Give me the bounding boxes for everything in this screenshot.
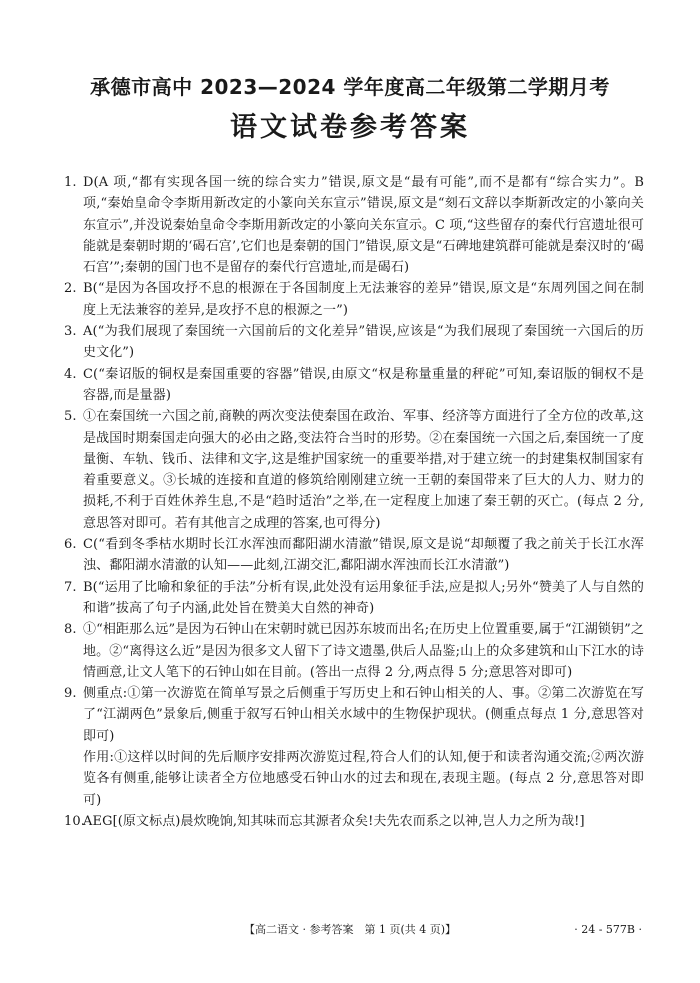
answer-item-7 xyxy=(64,577,644,620)
answer-text: C(“秦诏版的铜权是秦国重要的容器”错误,由原文“权是称量重量的秤砣”可知,秦诏版的铜权不是容器,而是量器) xyxy=(83,366,644,403)
answer-extra-text: 作用:①这样以时间的先后顺序安排两次游览过程,符合人们的认知,便于和读者沟通交流;②两次游览各有侧重,能够让读者全方位地感受石钟山水的过去和现在,表现主题。(每点 2 分,意思答对即可) xyxy=(83,750,644,808)
answer-text: B(“运用了比喻和象征的手法”分析有误,此处没有运用象征手法,应是拟人;另外“赞美了人与自然的和谐”拔高了句子内涵,此处旨在赞美大自然的神奇) xyxy=(83,579,644,616)
answer-number: 4. xyxy=(64,366,77,382)
footer-code: · 24 - 577B · xyxy=(574,923,642,936)
answer-item-3 xyxy=(64,321,644,364)
answer-text: C(“看到冬季枯水期时长江水浑浊而鄱阳湖水清澈”错误,原文是说“却颠覆了我之前关于长江水浑浊、鄱阳湖水清澈的认知——此刻,江湖交汇,鄱阳湖水浑浊而长江水清澈”) xyxy=(83,537,644,574)
answer-list xyxy=(64,172,644,832)
answer-text: ①“相距那么远”是因为石钟山在宋朝时就已因苏东坡而出名;在历史上位置重要,属于“江湖锁钥”之地。②“离得这么近”是因为很多文人留下了诗文遗墨,供后人品鉴;山上的众多建筑和山下江水的诗情画意,让文人笔下的石钟山如在目前。(答出一点得 2 分,两点得 5 分;意思答对即可) xyxy=(83,622,644,680)
footer-page-info: 【高二语文 · 参考答案 第 1 页(共 4 页)】 xyxy=(243,923,457,936)
answer-item-10 xyxy=(64,811,644,832)
answer-number: 9. xyxy=(64,686,77,702)
answer-item-6 xyxy=(64,534,644,577)
answer-text: AEG[(原文标点)晨炊晚饷,知其味而忘其源者众矣!夫先农而系之以神,岂人力之所为哉!] xyxy=(83,813,585,829)
answer-text: 侧重点:①第一次游览在简单写景之后侧重于写历史上和石钟山相关的人、事。②第二次游览在写了“江湖两色”景象后,侧重于叙写石钟山相关水域中的生物保护现状。(侧重点每点 1 分,意思答对即可) xyxy=(83,686,644,744)
page-footer xyxy=(0,920,700,940)
page-title: 承德市高中 2023—2024 学年度高二年级第二学期月考 xyxy=(90,75,610,99)
answer-number: 7. xyxy=(64,579,77,595)
answer-number: 6. xyxy=(64,537,77,553)
answer-item-9 xyxy=(64,683,644,747)
answer-item-4 xyxy=(64,364,644,407)
answer-item-2 xyxy=(64,278,644,321)
answer-item-5 xyxy=(64,406,644,534)
answer-item-1 xyxy=(64,172,644,278)
answer-item-8 xyxy=(64,619,644,683)
answer-number: 10. xyxy=(64,813,85,829)
answer-text: ①在秦国统一六国之前,商鞅的两次变法使秦国在政治、军事、经济等方面进行了全方位的改革,这是战国时期秦国走向强大的必由之路,变法符合当时的形势。②在秦国统一六国之后,秦国统一了度量衡、车轨、钱币、法律和文字,这是维护国家统一的重要举措,对于建立统一的封建集权制国家有着重要意义。③长城的连接和直道的修筑给刚刚建立统一王朝的秦国带来了巨大的人力、财力的损耗,不利于百姓休养生息,不是“趋时适治”之举,在一定程度上加速了秦王朝的灭亡。(每点 2 分,意思答对即可。若有其他言之成理的答案,也可得分) xyxy=(83,409,644,531)
answer-text: B(“是因为各国攻抒不息的根源在于各国制度上无法兼容的差异”错误,原文是“东周列国之间在制度上无法兼容的差异,是攻抒不息的根源之一”) xyxy=(83,281,644,318)
answer-text: D(A 项,“都有实现各国一统的综合实力”错误,原文是“最有可能”,而不是都有“综合实力”。B 项,“秦始皇命令李斯用新改定的小篆向关东宣示”错误,原文是“刻石文辞以李斯新改定的小篆向关东宣示”,并没说秦始皇命令李斯用新改定的小篆向关东宣示。C 项,“这些留存的秦代行宫遗址很可能就是秦朝时期的‘碣石宫’,它们也是秦朝的国门”错误,原文是“石碑地建筑群可能就是秦汉时的‘碣石宫’”;秦朝的国门也不是留存的秦代行宫遗址,而是碣石) xyxy=(83,175,644,276)
page-subtitle: 语文试卷参考答案 xyxy=(230,112,470,143)
answer-number: 1. xyxy=(64,175,77,190)
answer-text: A(“为我们展现了秦国统一六国前后的文化差异”错误,应该是“为我们展现了秦国统一六国后的历史文化”) xyxy=(83,324,644,361)
answer-number: 2. xyxy=(64,281,77,297)
answer-number: 5. xyxy=(64,409,77,425)
answer-number: 3. xyxy=(64,324,77,340)
answer-number: 8. xyxy=(64,622,77,638)
